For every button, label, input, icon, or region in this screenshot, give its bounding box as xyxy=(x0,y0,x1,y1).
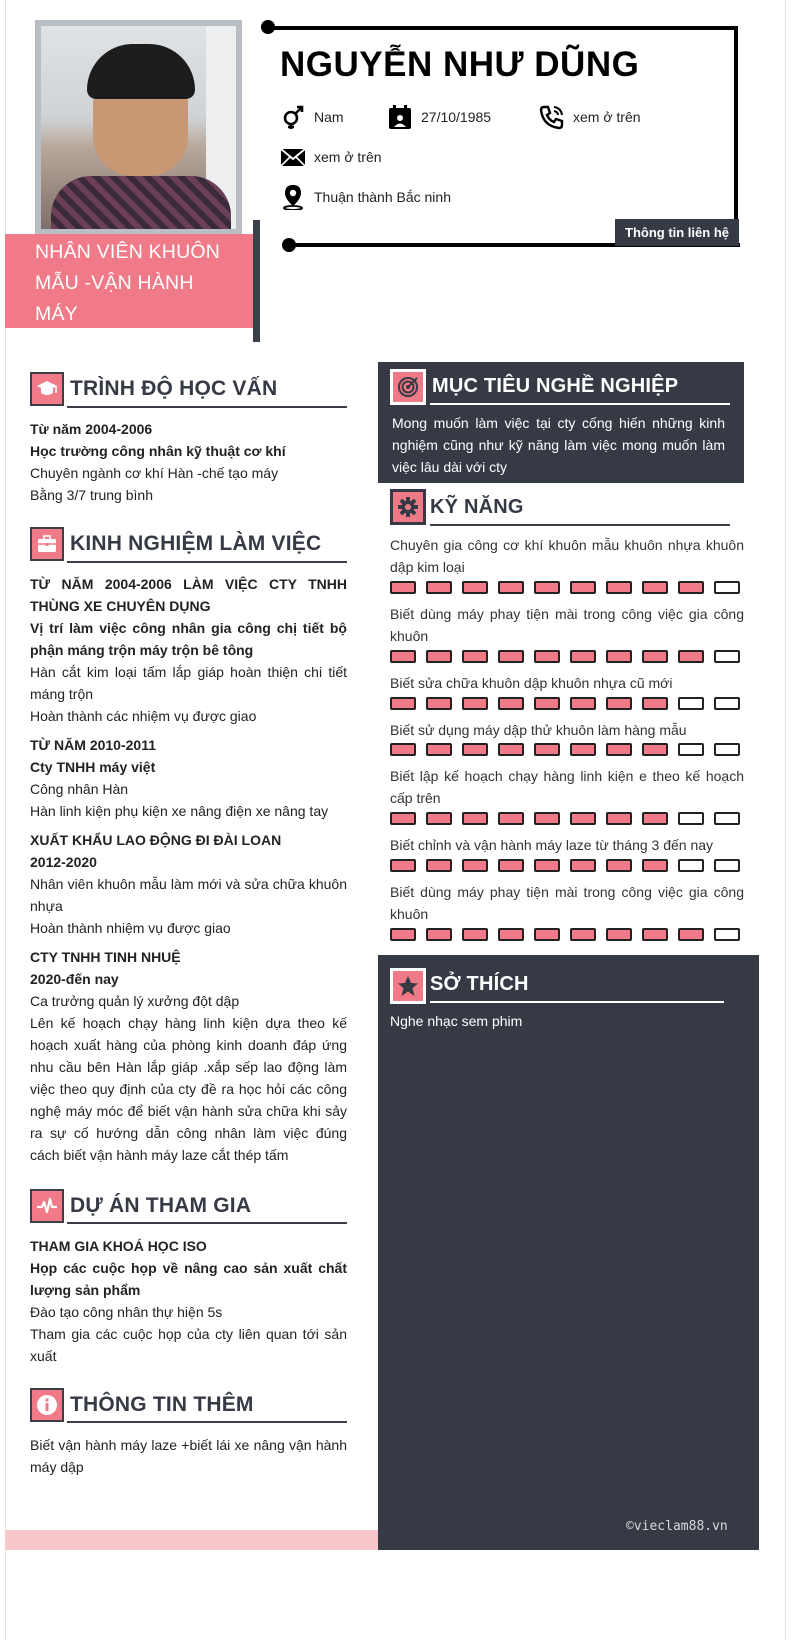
skill-level-filled xyxy=(642,812,668,825)
experience-line: Hoàn thành các nhiệm vụ được giao xyxy=(30,708,257,724)
experience-line: XUẤT KHẨU LAO ĐỘNG ĐI ĐÀI LOAN xyxy=(30,832,282,848)
section-title: DỰ ÁN THAM GIA xyxy=(70,1194,252,1217)
experience-line: Hoàn thành nhiệm vụ được giao xyxy=(30,920,231,936)
frame-dot xyxy=(282,238,296,252)
experience-line: Ca trưởng quản lý xưởng đột dập xyxy=(30,993,240,1009)
education-line: Từ năm 2004-2006 xyxy=(30,421,153,437)
gear-icon xyxy=(397,496,419,518)
skill-level-filled xyxy=(426,743,452,756)
email-item xyxy=(280,144,382,170)
briefcase-icon xyxy=(36,533,58,555)
experience-line: Vị trí làm việc công nhân gia công chị tiết bộ phận máng trộn máy trộn bê tông xyxy=(30,620,347,658)
experience-header xyxy=(30,527,321,561)
skill-level-empty xyxy=(678,812,704,825)
skill-level-empty xyxy=(714,650,740,663)
section-divider xyxy=(67,561,347,563)
gender-icon xyxy=(280,104,306,130)
projects-header xyxy=(30,1189,251,1223)
skill-level-filled xyxy=(462,581,488,594)
skill-level-filled xyxy=(642,928,668,941)
info-icon xyxy=(36,1394,58,1416)
skill-level-filled xyxy=(642,697,668,710)
skill-level-bar xyxy=(390,812,740,825)
full-name: NGUYỄN NHƯ DŨNG xyxy=(280,45,640,84)
experience-line: Hàn linh kiện phụ kiện xe nâng điện xe nâng tay xyxy=(30,803,329,819)
phone-value: xem ở trên xyxy=(573,109,641,125)
skill-level-filled xyxy=(678,650,704,663)
section-divider xyxy=(430,403,730,405)
frame-dot xyxy=(261,20,275,34)
target-icon xyxy=(397,376,419,398)
skills-icon-box xyxy=(390,489,426,525)
experience-content xyxy=(30,573,347,1166)
pulse-icon xyxy=(36,1195,58,1217)
skill-level-filled xyxy=(606,697,632,710)
section-title: KINH NGHIỆM LÀM VIỆC xyxy=(70,532,322,555)
skill-level-filled xyxy=(570,859,596,872)
experience-line: TỪ NĂM 2004-2006 LÀM VIỆC CTY TNHH THÙNG XE CHUYÊN DỤNG xyxy=(30,576,347,614)
education-icon-box xyxy=(30,372,64,406)
section-divider xyxy=(430,524,730,526)
experience-line: TỪ NĂM 2010-2011 xyxy=(30,737,157,753)
skill-level-bar xyxy=(390,697,740,710)
skill-name: Biết chỉnh và vận hành máy laze từ tháng 3 đến nay xyxy=(390,837,714,853)
star-icon xyxy=(397,975,419,997)
skill-level-filled xyxy=(498,581,524,594)
skill-level-filled xyxy=(498,743,524,756)
envelope-icon xyxy=(280,144,306,170)
skill-level-filled xyxy=(462,697,488,710)
project-line: Đào tạo công nhân thự hiện 5s xyxy=(30,1304,223,1320)
skill-level-filled xyxy=(534,581,560,594)
education-line: Học trường công nhân kỹ thuật cơ khí xyxy=(30,443,286,459)
title-accent-strip xyxy=(253,220,260,342)
skill-level-filled xyxy=(498,650,524,663)
skill-level-filled xyxy=(606,743,632,756)
more-info-icon-box xyxy=(30,1388,64,1422)
skill-level-filled xyxy=(570,743,596,756)
skill-level-filled xyxy=(606,581,632,594)
hobbies-text: Nghe nhạc sem phim xyxy=(390,1013,523,1029)
skill-level-empty xyxy=(714,859,740,872)
experience-line: 2020-đến nay xyxy=(30,971,119,987)
job-title-line: NHÂN VIÊN KHUÔN xyxy=(35,241,221,263)
skill-level-filled xyxy=(678,928,704,941)
experience-line: Hàn cắt kim loại tấm lắp giáp hoàn thiện chi tiết máng trộn xyxy=(30,664,347,702)
skill-level-filled xyxy=(642,859,668,872)
skill-level-filled xyxy=(642,581,668,594)
section-divider xyxy=(67,1222,347,1224)
skill-level-filled xyxy=(426,581,452,594)
skill-name: Biết dùng máy phay tiện mài trong công việc gia công khuôn xyxy=(390,884,744,922)
watermark: ©vieclam88.vn xyxy=(626,1519,728,1534)
job-title-line: LAZE xyxy=(35,334,85,356)
skill-level-filled xyxy=(642,743,668,756)
job-title-box xyxy=(5,234,253,356)
gender-item xyxy=(280,104,344,130)
skill-level-bar xyxy=(390,650,740,663)
skill-level-filled xyxy=(570,581,596,594)
more-info-header xyxy=(30,1388,254,1422)
section-title: SỞ THÍCH xyxy=(430,973,529,995)
skill-level-filled xyxy=(498,812,524,825)
experience-line: Lên kế hoạch chạy hàng linh kiện dựa theo kế hoạch xuất hàng của phòng kinh doanh đáp ứng nhu cầu bên Hàn lắp giáp .xắp sếp lao động làm việc theo quy định của cty đề ra học hỏi các công nghệ máy móc để biết vận hành sửa chữa khi sảy ra sự cố hướng dẫn công nhân làm việc đúng cách biết vận hành máy laze cắt thép tấm xyxy=(30,1015,347,1163)
skill-level-filled xyxy=(606,812,632,825)
skill-level-empty xyxy=(678,743,704,756)
skill-level-filled xyxy=(534,859,560,872)
avatar-frame xyxy=(35,20,242,235)
skill-name: Biết lập kế hoạch chạy hàng linh kiện e theo kế hoạch cấp trên xyxy=(390,768,744,806)
skill-level-filled xyxy=(462,812,488,825)
section-divider xyxy=(67,1421,347,1423)
skill-level-bar xyxy=(390,928,740,941)
address-item xyxy=(280,184,451,210)
objective-text: Mong muốn làm việc tại cty cống hiến những kinh nghiệm cũng như kỹ năng làm việc mong muốn làm việc lâu dài với cty xyxy=(392,415,725,475)
graduation-cap-icon xyxy=(36,378,58,400)
skill-level-filled xyxy=(570,650,596,663)
section-divider xyxy=(430,1001,724,1003)
skill-level-filled xyxy=(534,812,560,825)
skill-level-filled xyxy=(390,928,416,941)
skill-level-filled xyxy=(534,697,560,710)
skill-name: Biết sử dụng máy dập thử khuôn làm hàng mẫu xyxy=(390,722,687,738)
gender-value: Nam xyxy=(314,109,344,125)
experience-line: 2012-2020 xyxy=(30,854,97,870)
skill-level-empty xyxy=(714,697,740,710)
address-value: Thuận thành Bắc ninh xyxy=(314,189,451,205)
experience-line: Công nhân Hàn xyxy=(30,781,129,797)
skill-level-filled xyxy=(498,928,524,941)
projects-icon-box xyxy=(30,1189,64,1223)
experience-line: Nhân viên khuôn mẫu làm mới và sửa chữa khuôn nhựa xyxy=(30,876,347,914)
skill-level-filled xyxy=(426,928,452,941)
avatar xyxy=(41,26,236,229)
section-divider xyxy=(67,406,347,408)
more-info-content: Biết vận hành máy laze +biết lái xe nâng vận hành máy dập xyxy=(30,1437,347,1475)
skill-name: Biết sửa chữa khuôn dập khuôn nhựa cũ mới xyxy=(390,675,673,691)
skill-level-empty xyxy=(714,581,740,594)
project-line: Họp các cuộc họp về nâng cao sản xuất chất lượng sản phẩm xyxy=(30,1260,347,1298)
skill-level-empty xyxy=(714,812,740,825)
objective-icon-box xyxy=(390,369,426,405)
skill-level-filled xyxy=(570,812,596,825)
skill-level-filled xyxy=(390,581,416,594)
skill-level-filled xyxy=(426,650,452,663)
projects-content xyxy=(30,1235,347,1367)
education-content xyxy=(30,418,347,506)
skill-level-filled xyxy=(426,812,452,825)
skill-name: Biết dùng máy phay tiện mài trong công việc gia công khuôn xyxy=(390,606,744,644)
experience-line: CTY TNHH TINH NHUỆ xyxy=(30,949,181,965)
skill-level-filled xyxy=(678,581,704,594)
skill-name: Chuyên gia công cơ khí khuôn mẫu khuôn nhựa khuôn dập kim loại xyxy=(390,537,744,575)
phone-item xyxy=(539,104,641,130)
experience-icon-box xyxy=(30,527,64,561)
skill-level-filled xyxy=(642,650,668,663)
skill-level-filled xyxy=(570,697,596,710)
skill-level-filled xyxy=(534,928,560,941)
skill-level-filled xyxy=(462,650,488,663)
calendar-icon xyxy=(387,104,413,130)
skill-level-bar xyxy=(390,581,740,594)
skill-level-filled xyxy=(606,928,632,941)
hobbies-panel xyxy=(378,955,759,1550)
email-value: xem ở trên xyxy=(314,149,382,165)
skill-level-filled xyxy=(426,859,452,872)
skill-level-filled xyxy=(390,859,416,872)
education-header xyxy=(30,372,277,406)
skill-level-filled xyxy=(462,928,488,941)
education-line: Bằng 3/7 trung bình xyxy=(30,487,153,503)
section-title: TRÌNH ĐỘ HỌC VẤN xyxy=(70,377,278,400)
birthday-item xyxy=(387,104,491,130)
skill-level-filled xyxy=(462,743,488,756)
skill-level-empty xyxy=(714,928,740,941)
education-line: Chuyên ngành cơ khí Hàn -chế tạo máy xyxy=(30,465,279,481)
phone-icon xyxy=(539,104,565,130)
skill-level-filled xyxy=(498,697,524,710)
skill-level-empty xyxy=(678,859,704,872)
footer-accent xyxy=(5,1530,378,1550)
skill-level-filled xyxy=(606,650,632,663)
skill-level-filled xyxy=(570,928,596,941)
birthday-value: 27/10/1985 xyxy=(421,109,492,125)
section-title: THÔNG TIN THÊM xyxy=(70,1393,254,1416)
skill-level-filled xyxy=(606,859,632,872)
skill-level-filled xyxy=(390,697,416,710)
job-title-line: MẪU -VẬN HÀNH MÁY xyxy=(35,272,194,325)
skill-level-filled xyxy=(390,650,416,663)
project-line: THAM GIA KHOÁ HỌC ISO xyxy=(30,1238,207,1254)
skill-level-filled xyxy=(534,650,560,663)
hobbies-icon-box xyxy=(390,968,426,1004)
section-title: MỤC TIÊU NGHỀ NGHIỆP xyxy=(432,375,679,397)
experience-line: Cty TNHH máy việt xyxy=(30,759,156,775)
skill-level-filled xyxy=(426,697,452,710)
section-title: KỸ NĂNG xyxy=(430,496,524,518)
skill-level-filled xyxy=(390,812,416,825)
skill-level-filled xyxy=(462,859,488,872)
skill-level-bar xyxy=(390,859,740,872)
project-line: Tham gia các cuộc họp của cty liên quan tới sản xuất xyxy=(30,1326,347,1364)
skill-level-empty xyxy=(714,743,740,756)
skill-level-empty xyxy=(678,697,704,710)
skill-level-bar xyxy=(390,743,740,756)
location-pin-icon xyxy=(280,184,306,210)
skill-level-filled xyxy=(534,743,560,756)
skill-level-filled xyxy=(390,743,416,756)
skill-level-filled xyxy=(498,859,524,872)
contact-info-tag: Thông tin liên hệ xyxy=(615,219,739,246)
